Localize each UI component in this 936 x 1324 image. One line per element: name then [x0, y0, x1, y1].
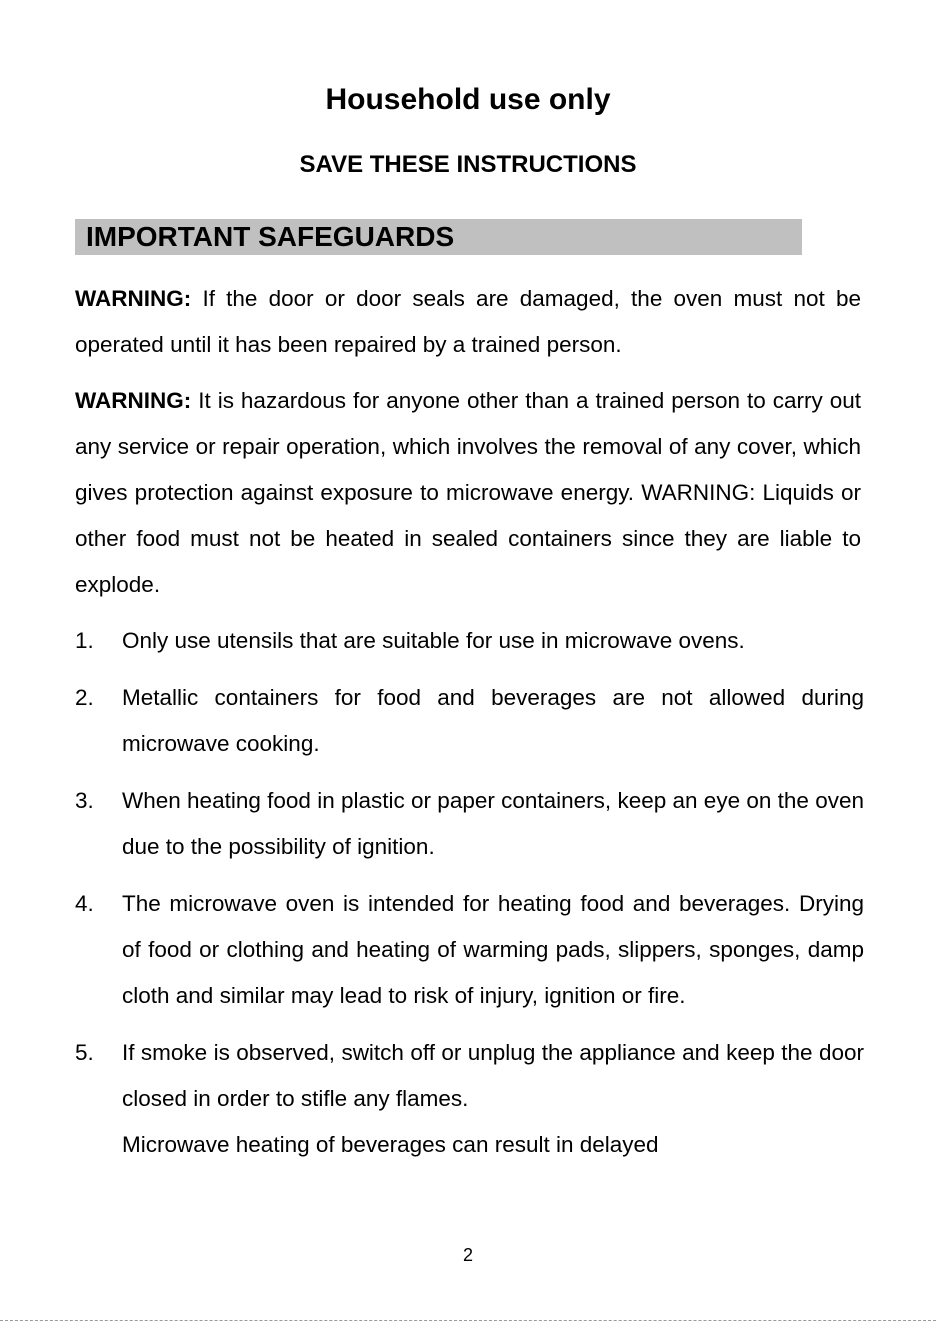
- warning-label: WARNING:: [75, 286, 192, 311]
- list-item: [75, 778, 864, 870]
- safeguards-list: [75, 618, 864, 1179]
- page-subtitle: SAVE THESE INSTRUCTIONS: [299, 151, 637, 178]
- list-item: [75, 675, 864, 767]
- section-heading-bar: [75, 219, 802, 255]
- bottom-divider: [0, 1320, 936, 1321]
- list-item-number: 5.: [75, 1040, 94, 1065]
- list-item-text: If smoke is observed, switch off or unplug the appliance and keep the door closed in order to stifle any flames.: [122, 1040, 864, 1111]
- list-item-text: Metallic containers for food and beverages are not allowed during microwave cooking.: [122, 685, 864, 756]
- page-title: Household use only: [325, 83, 611, 116]
- list-item-number: 2.: [75, 685, 94, 710]
- list-item-text: Only use utensils that are suitable for use in microwave ovens.: [122, 628, 745, 653]
- list-item-continuation: Microwave heating of beverages can result in delayed: [122, 1132, 659, 1157]
- warning-text: It is hazardous for anyone other than a trained person to carry out any service or repair operation, which involves the removal of any cover, which gives protection against exposure to microwave energy. WARNING: Liquids or other food must not be heated in sealed containers since they are liable to explode.: [75, 388, 861, 597]
- list-item: [75, 1030, 864, 1168]
- page-number: 2: [462, 1245, 473, 1265]
- list-item: [75, 881, 864, 1019]
- section-heading: IMPORTANT SAFEGUARDS: [86, 221, 455, 252]
- warning-paragraph: [75, 276, 861, 368]
- list-item-number: 1.: [75, 628, 94, 653]
- list-item-text: When heating food in plastic or paper containers, keep an eye on the oven due to the possibility of ignition.: [122, 788, 864, 859]
- warning-label: WARNING:: [75, 388, 192, 413]
- warning-paragraph: [75, 378, 861, 608]
- warning-text: If the door or door seals are damaged, the oven must not be operated until it has been repaired by a trained person.: [75, 286, 861, 357]
- list-item-number: 3.: [75, 788, 94, 813]
- list-item-number: 4.: [75, 891, 94, 916]
- list-item: [75, 618, 864, 664]
- list-item-text: The microwave oven is intended for heating food and beverages. Drying of food or clothing and heating of warming pads, slippers, sponges, damp cloth and similar may lead to risk of injury, ignition or fire.: [122, 891, 864, 1008]
